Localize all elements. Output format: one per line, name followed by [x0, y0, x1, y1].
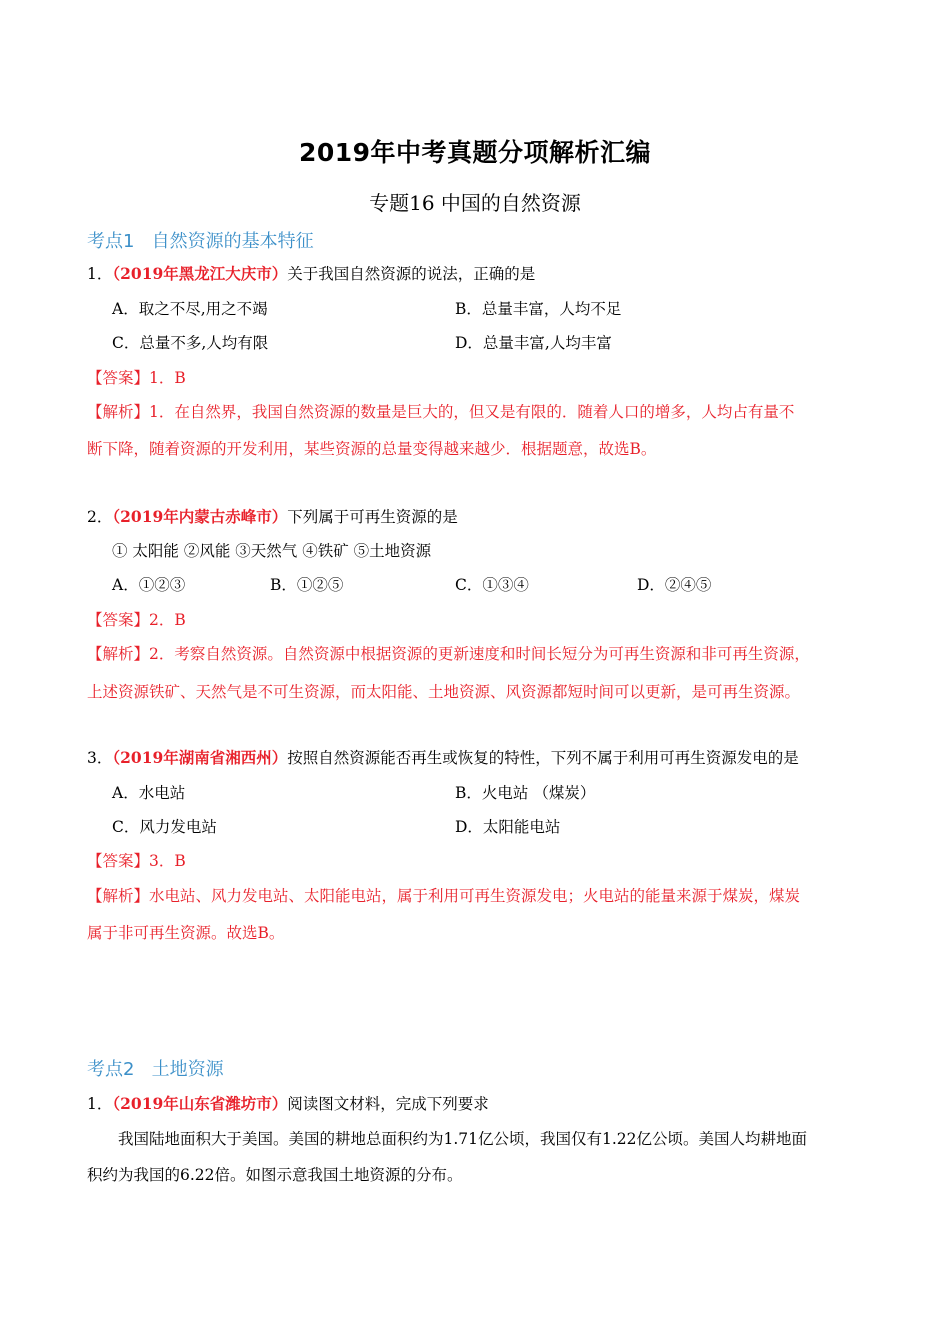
- section-heading-2: [87, 1055, 224, 1081]
- option-c: C．总量不多,人均有限: [112, 334, 269, 352]
- question-source: （2019年山东省潍坊市）: [112, 1094, 288, 1113]
- question-4-stem: [87, 1092, 489, 1114]
- option-d: D．②④⑤: [637, 576, 712, 594]
- question-2-stem: [87, 505, 458, 527]
- section-heading-1: [87, 227, 314, 253]
- option-c: C．风力发电站: [112, 818, 217, 836]
- answer-label: 【答案】: [87, 369, 150, 387]
- document-title: 2019年中考真题分项解析汇编: [298, 138, 652, 167]
- answer-value: 1．B: [149, 369, 186, 387]
- section-label: 考点2: [87, 1059, 135, 1080]
- material-paragraph: 我国陆地面积大于美国。美国的耕地总面积约为1.71亿公顷，我国仅有1.22亿公顷。美国人均耕地面: [118, 1130, 808, 1148]
- question-text: 下列属于可再生资源的是: [287, 508, 458, 526]
- question-items: ① 太阳能 ②风能 ③天然气 ④铁矿 ⑤土地资源: [112, 542, 432, 560]
- section-label: 考点1: [87, 231, 135, 252]
- option-d: D．总量丰富,人均丰富: [455, 334, 612, 352]
- analysis-line: [87, 884, 800, 906]
- option-a: A．①②③: [112, 576, 186, 594]
- answer-line: [87, 366, 186, 388]
- question-text: 关于我国自然资源的说法，正确的是: [287, 265, 536, 283]
- analysis-text: 水电站、风力发电站、太阳能电站，属于利用可再生资源发电；火电站的能量来源于煤炭，煤炭: [149, 887, 801, 905]
- answer-line: [87, 608, 186, 630]
- option-b: B．①②⑤: [270, 576, 344, 594]
- analysis-line: 上述资源铁矿、天然气是不可生资源，而太阳能、土地资源、风资源都短时间可以更新，是可再生资源。: [87, 683, 801, 701]
- question-number: 3．: [87, 749, 113, 767]
- answer-value: 2．B: [149, 611, 186, 629]
- answer-line: [87, 849, 186, 871]
- section-name: 土地资源: [151, 1059, 224, 1080]
- analysis-line: [87, 642, 810, 664]
- analysis-line: 属于非可再生资源。故选B。: [87, 924, 285, 942]
- analysis-text: 2．考察自然资源。自然资源中根据资源的更新速度和时间长短分为可再生资源和非可再生资源，: [149, 645, 810, 663]
- answer-label: 【答案】: [87, 852, 150, 870]
- option-c: C．①③④: [455, 576, 529, 594]
- material-paragraph: 积约为我国的6.22倍。如图示意我国土地资源的分布。: [87, 1166, 463, 1184]
- analysis-line: 断下降，随着资源的开发利用，某些资源的总量变得越来越少．根据题意，故选B。: [87, 440, 657, 458]
- question-source: （2019年黑龙江大庆市）: [112, 264, 288, 283]
- question-1-stem: [87, 262, 535, 284]
- option-b: B．火电站 （煤炭）: [455, 784, 596, 802]
- answer-value: 3．B: [149, 852, 186, 870]
- question-source: （2019年内蒙古赤峰市）: [112, 507, 288, 526]
- question-3-stem: [87, 746, 799, 768]
- document-subtitle: 专题16 中国的自然资源: [369, 191, 581, 215]
- option-a: A．取之不尽,用之不竭: [112, 300, 268, 318]
- analysis-label: 【解析】: [87, 403, 150, 421]
- option-b: B．总量丰富，人均不足: [455, 300, 622, 318]
- question-text: 阅读图文材料，完成下列要求: [287, 1095, 489, 1113]
- question-source: （2019年湖南省湘西州）: [112, 748, 288, 767]
- analysis-label: 【解析】: [87, 887, 150, 905]
- question-number: 1．: [87, 265, 113, 283]
- option-d: D．太阳能电站: [455, 818, 561, 836]
- question-number: 1．: [87, 1095, 113, 1113]
- analysis-label: 【解析】: [87, 645, 150, 663]
- question-text: 按照自然资源能否再生或恢复的特性，下列不属于利用可再生资源发电的是: [287, 749, 799, 767]
- question-number: 2．: [87, 508, 113, 526]
- analysis-text: 1．在自然界，我国自然资源的数量是巨大的，但又是有限的．随着人口的增多，人均占有量不: [149, 403, 795, 421]
- answer-label: 【答案】: [87, 611, 150, 629]
- analysis-line: [87, 400, 794, 422]
- section-name: 自然资源的基本特征: [151, 231, 314, 252]
- option-a: A．水电站: [112, 784, 186, 802]
